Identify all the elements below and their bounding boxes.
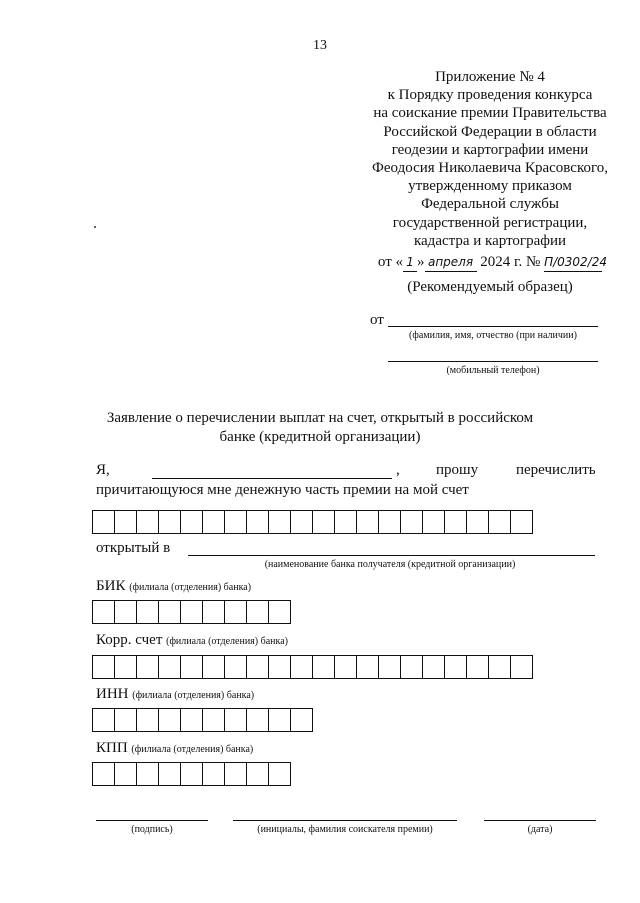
name-field[interactable] [388, 326, 598, 327]
bank-label: открытый в [96, 540, 171, 556]
initials-caption: (инициалы, фамилия соискателя премии) [257, 824, 433, 835]
from-label: от [370, 312, 384, 328]
korr-cell[interactable] [114, 655, 137, 679]
bik-label [96, 578, 251, 595]
appendix-line: утвержденному приказом [408, 178, 572, 195]
account-cell[interactable] [92, 510, 115, 534]
bank-name-field[interactable] [188, 555, 595, 556]
phone-caption: (мобильный телефон) [446, 365, 540, 376]
account-cell[interactable] [114, 510, 137, 534]
bik-cell[interactable] [158, 600, 181, 624]
inn-cell[interactable] [224, 708, 247, 732]
bik-cell[interactable] [180, 600, 203, 624]
kpp-cell[interactable] [224, 762, 247, 786]
signature-caption: (подпись) [131, 824, 173, 835]
korr-cell[interactable] [444, 655, 467, 679]
kpp-cell[interactable] [202, 762, 225, 786]
bik-cell[interactable] [92, 600, 115, 624]
bik-note: (филиала (отделения) банка) [129, 582, 252, 593]
inn-cell[interactable] [180, 708, 203, 732]
inn-cells[interactable] [92, 708, 313, 732]
order-quote: » [417, 254, 425, 271]
korr-cells[interactable] [92, 655, 533, 679]
kpp-text: КПП [96, 740, 128, 756]
bik-text: БИК [96, 578, 126, 594]
document-title [80, 409, 560, 447]
account-cell[interactable] [180, 510, 203, 534]
bik-cell[interactable] [114, 600, 137, 624]
request-ya: Я, [96, 462, 110, 478]
bik-cell[interactable] [246, 600, 269, 624]
appendix-line: Российской Федерации в области [383, 123, 597, 140]
account-cell[interactable] [444, 510, 467, 534]
appendix-line: Приложение № 4 [435, 69, 545, 85]
appendix-line: Феодосия Николаевича Красовского, [372, 160, 608, 177]
request-line2: причитающуюся мне денежную часть премии на мой счет [96, 482, 469, 498]
request-perechislit: перечислить [516, 462, 596, 478]
order-day: 1 [403, 253, 417, 272]
korr-cell[interactable] [180, 655, 203, 679]
korr-cell[interactable] [158, 655, 181, 679]
korr-cell[interactable] [202, 655, 225, 679]
order-line [340, 253, 640, 272]
korr-cell[interactable] [92, 655, 115, 679]
recommended-sample: (Рекомендуемый образец) [407, 279, 573, 295]
korr-label [96, 632, 288, 649]
request-comma: , [396, 462, 400, 478]
account-cell[interactable] [224, 510, 247, 534]
inn-cell[interactable] [268, 708, 291, 732]
account-cell[interactable] [158, 510, 181, 534]
account-cell[interactable] [202, 510, 225, 534]
korr-cell[interactable] [334, 655, 357, 679]
korr-cell[interactable] [466, 655, 489, 679]
order-year: 2024 г. № [480, 254, 541, 271]
account-cell[interactable] [510, 510, 533, 534]
kpp-cell[interactable] [92, 762, 115, 786]
appendix-header [340, 68, 640, 272]
kpp-cells[interactable] [92, 762, 291, 786]
korr-cell[interactable] [510, 655, 533, 679]
title-line: Заявление о перечислении выплат на счет, открытый в российском [106, 410, 534, 426]
account-cell[interactable] [356, 510, 379, 534]
inn-cell[interactable] [114, 708, 137, 732]
account-cell[interactable] [268, 510, 291, 534]
account-cell[interactable] [378, 510, 401, 534]
korr-cell[interactable] [290, 655, 313, 679]
appendix-line: государственной регистрации, [392, 214, 588, 231]
appendix-line: на соискание премии Правительства [373, 105, 607, 122]
korr-cell[interactable] [356, 655, 379, 679]
kpp-note: (филиала (отделения) банка) [131, 744, 254, 755]
inn-cell[interactable] [92, 708, 115, 732]
kpp-cell[interactable] [180, 762, 203, 786]
inn-cell[interactable] [290, 708, 313, 732]
inn-note: (филиала (отделения) банка) [132, 690, 255, 701]
account-cell[interactable] [136, 510, 159, 534]
account-cell[interactable] [488, 510, 511, 534]
korr-text: Корр. счет [96, 632, 163, 648]
korr-cell[interactable] [378, 655, 401, 679]
korr-cell[interactable] [224, 655, 247, 679]
kpp-cell[interactable] [158, 762, 181, 786]
request-proshu: прошу [436, 462, 479, 478]
inn-cell[interactable] [158, 708, 181, 732]
speck [94, 226, 96, 228]
appendix-line: Федеральной службы [421, 196, 559, 213]
account-cell[interactable] [246, 510, 269, 534]
bik-cell[interactable] [268, 600, 291, 624]
phone-field[interactable] [388, 361, 598, 362]
korr-cell[interactable] [400, 655, 423, 679]
bik-cell[interactable] [136, 600, 159, 624]
applicant-name-field[interactable] [152, 478, 392, 479]
order-month: апреля [425, 253, 477, 272]
bik-cells[interactable] [92, 600, 291, 624]
initials-field[interactable] [233, 820, 457, 821]
kpp-label [96, 740, 253, 757]
order-ot: от « [377, 254, 404, 271]
korr-cell[interactable] [422, 655, 445, 679]
kpp-cell[interactable] [268, 762, 291, 786]
kpp-cell[interactable] [114, 762, 137, 786]
bank-caption: (наименование банка получателя (кредитной организации) [264, 559, 516, 570]
bik-cell[interactable] [202, 600, 225, 624]
korr-cell[interactable] [246, 655, 269, 679]
title-line: банке (кредитной организации) [219, 429, 421, 445]
inn-label [96, 686, 254, 703]
order-number: П/0302/24 [544, 253, 602, 272]
korr-cell[interactable] [136, 655, 159, 679]
bik-cell[interactable] [224, 600, 247, 624]
name-caption: (фамилия, имя, отчество (при наличии) [409, 330, 577, 341]
account-cell[interactable] [422, 510, 445, 534]
appendix-line: к Порядку проведения конкурса [387, 87, 593, 104]
inn-text: ИНН [96, 686, 129, 702]
account-cell[interactable] [334, 510, 357, 534]
account-cell[interactable] [312, 510, 335, 534]
account-cell[interactable] [290, 510, 313, 534]
date-field[interactable] [484, 820, 596, 821]
date-caption: (дата) [527, 824, 553, 835]
inn-cell[interactable] [136, 708, 159, 732]
inn-cell[interactable] [246, 708, 269, 732]
appendix-line: геодезии и картографии имени [391, 141, 589, 158]
kpp-cell[interactable] [136, 762, 159, 786]
korr-cell[interactable] [312, 655, 335, 679]
korr-cell[interactable] [488, 655, 511, 679]
account-cell[interactable] [466, 510, 489, 534]
page-number: 13 [313, 38, 327, 53]
account-number-cells[interactable] [92, 510, 533, 534]
appendix-line: кадастра и картографии [413, 232, 567, 249]
account-cell[interactable] [400, 510, 423, 534]
korr-cell[interactable] [268, 655, 291, 679]
inn-cell[interactable] [202, 708, 225, 732]
kpp-cell[interactable] [246, 762, 269, 786]
signature-field[interactable] [96, 820, 208, 821]
korr-note: (филиала (отделения) банка) [166, 636, 288, 647]
